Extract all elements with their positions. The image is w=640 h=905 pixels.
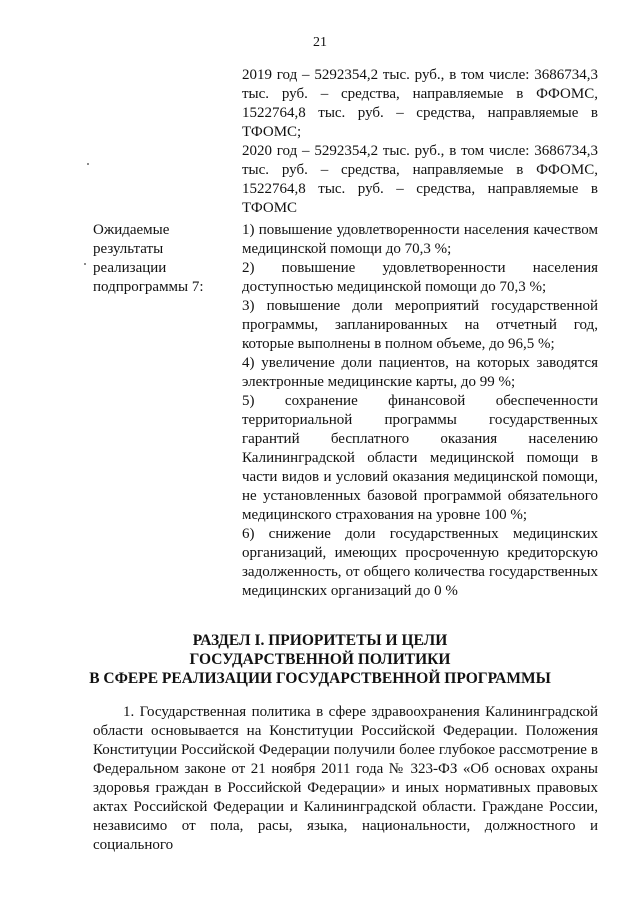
- paragraph-1: 1. Государственная политика в сфере здравоохранения Калининградской области основывается на Конституции Российской Федерации. Положения Конституции Российской Федерации получили более глубокое рассмотрение в Федеральном законе от 21 ноября 2011 года № 323-ФЗ «Об основах охраны здоровья граждан в Российской Федерации» и иных нормативных правовых актах Российской Федерации и Калининградской области. Граждане России, независимо от пола, расы, языка, национальности, должностного и социального: [93, 704, 598, 853]
- results-label: [93, 221, 233, 297]
- scan-speck: [87, 163, 89, 165]
- results-label-line: результаты: [93, 241, 164, 257]
- results-label-line: реализации: [93, 260, 167, 276]
- funding-2019: 2019 год – 5292354,2 тыс. руб., в том числе: 3686734,3 тыс. руб. – средства, направляемые в ФФОМС, 1522764,8 тыс. руб. – средства, направляемые в ТФОМС;: [242, 67, 598, 140]
- section-heading-line: В СФЕРЕ РЕАЛИЗАЦИИ ГОСУДАРСТВЕННОЙ ПРОГРАММЫ: [89, 670, 551, 687]
- result-item-4: 4) увеличение доли пациентов, на которых заводятся электронные медицинские карты, до 99 %;: [242, 355, 598, 390]
- funding-2020: 2020 год – 5292354,2 тыс. руб., в том числе: 3686734,3 тыс. руб. – средства, направляемые в ФФОМС, 1522764,8 тыс. руб. – средства, направляемые в ТФОМС: [242, 143, 598, 216]
- results-label-line: Ожидаемые: [93, 222, 170, 238]
- scan-speck: [84, 263, 86, 265]
- body-text: [93, 703, 598, 855]
- result-item-6: 6) снижение доли государственных медицинских организаций, имеющих просроченную кредиторскую задолженность, от общего количества государственных медицинских организаций до 0 %: [242, 526, 598, 599]
- result-item-3: 3) повышение доли мероприятий государственной программы, запланированных на отчетный год, которые выполнены в полном объеме, до 96,5 %;: [242, 298, 598, 352]
- section-heading-line: ГОСУДАРСТВЕННОЙ ПОЛИТИКИ: [189, 651, 451, 668]
- section-heading: [60, 631, 580, 688]
- page-number: 21: [313, 35, 327, 50]
- section-heading-line: РАЗДЕЛ I. ПРИОРИТЕТЫ И ЦЕЛИ: [192, 632, 448, 649]
- results-label-line: подпрограммы 7:: [93, 279, 204, 295]
- result-item-1: 1) повышение удовлетворенности населения качеством медицинской помощи до 70,3 %;: [242, 222, 598, 257]
- expected-results-list: [242, 221, 598, 601]
- result-item-2: 2) повышение удовлетворенности населения доступностью медицинской помощи до 70,3 %;: [242, 260, 598, 295]
- funding-block: [242, 66, 598, 218]
- result-item-5: 5) сохранение финансовой обеспеченности территориальной программы государственных гарантий бесплатного оказания населению Калининградской области медицинской помощи в части видов и условий оказания медицинской помощи, не установленных базовой программой обязательного медицинского страхования на уровне 100 %;: [242, 393, 598, 523]
